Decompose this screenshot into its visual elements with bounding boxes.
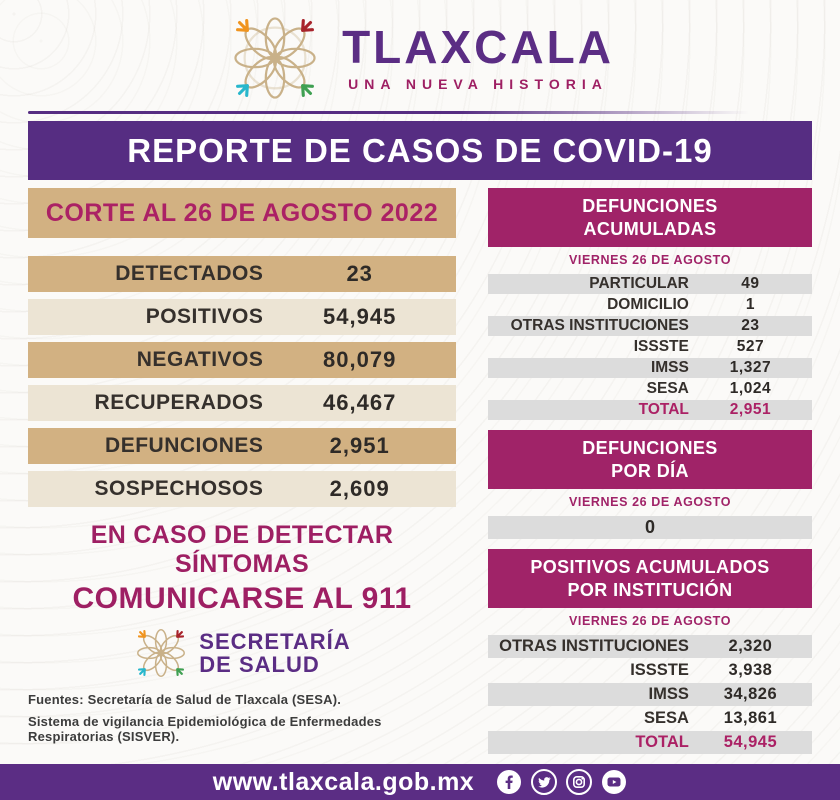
table-row-total <box>488 731 812 754</box>
row-value: 1 <box>745 296 755 314</box>
stat-value: 54,945 <box>323 304 397 330</box>
row-label: IMSS <box>650 359 689 377</box>
table-row <box>488 274 812 294</box>
salud-line2: DE SALUD <box>199 652 320 678</box>
row-label: TOTAL <box>635 733 689 752</box>
facebook-icon[interactable] <box>496 769 522 795</box>
stat-value: 2,951 <box>329 433 390 459</box>
title-banner <box>28 121 812 180</box>
footer-bar <box>0 764 840 800</box>
sources-note <box>28 692 456 744</box>
row-value: 34,826 <box>723 685 778 704</box>
salud-wordmark <box>199 630 350 676</box>
row-label: PARTICULAR <box>589 275 689 293</box>
banner-line1: POSITIVOS ACUMULADOS <box>530 557 770 578</box>
source-line2: Sistema de vigilancia Epidemiológica de Enfermedades Respiratorias (SISVER). <box>28 714 382 745</box>
deaths-daily-banner <box>488 430 812 489</box>
row-label: IMSS <box>648 685 689 704</box>
row-label: TOTAL <box>638 401 689 419</box>
social-links <box>496 769 627 795</box>
deaths-daily-value: 0 <box>488 516 812 539</box>
stat-value: 80,079 <box>323 347 397 373</box>
banner-line1: DEFUNCIONES <box>582 196 718 217</box>
row-label: ISSSTE <box>630 661 689 680</box>
row-label: DOMICILIO <box>607 296 689 314</box>
accent-divider <box>28 111 812 114</box>
row-label: ISSSTE <box>633 338 689 356</box>
row-label: OTRAS INSTITUCIONES <box>499 637 689 656</box>
table-row-total <box>488 400 812 420</box>
stat-label: POSITIVOS <box>145 305 264 329</box>
table-row <box>488 659 812 682</box>
table-row <box>488 379 812 399</box>
positives-date: VIERNES 26 DE AGOSTO <box>568 614 732 629</box>
source-line1: Fuentes: Secretaría de Salud de Tlaxcala (SESA). <box>28 692 342 708</box>
table-row <box>488 635 812 658</box>
row-label: OTRAS INSTITUCIONES <box>510 317 689 335</box>
instagram-icon[interactable] <box>566 769 592 795</box>
health-secretary-logo <box>28 626 456 680</box>
brand-block <box>342 21 614 93</box>
stat-row-defunciones <box>28 428 456 464</box>
main-content <box>0 180 840 764</box>
banner-line1: DEFUNCIONES <box>582 438 718 459</box>
stat-value: 46,467 <box>323 390 397 416</box>
salud-line1: SECRETARÍA <box>199 629 351 655</box>
table-row <box>488 707 812 730</box>
section-deaths-daily <box>488 430 812 539</box>
section-deaths-cumulative <box>488 188 812 420</box>
table-row <box>488 358 812 378</box>
table-row <box>488 295 812 315</box>
row-value: 54,945 <box>723 733 778 752</box>
positives-banner <box>488 549 812 608</box>
advice-line1: EN CASO DE DETECTAR SÍNTOMAS <box>90 521 394 579</box>
row-label: SESA <box>643 709 689 728</box>
deaths-cumulative-banner <box>488 188 812 247</box>
row-value: 1,024 <box>729 380 772 398</box>
stat-label: DEFUNCIONES <box>105 434 264 458</box>
table-row <box>488 337 812 357</box>
deaths-daily-date: VIERNES 26 DE AGOSTO <box>568 495 732 510</box>
banner-line2: POR DÍA <box>611 460 689 481</box>
stat-label: DETECTADOS <box>115 262 264 286</box>
row-value: 13,861 <box>723 709 778 728</box>
row-value: 1,327 <box>729 359 772 377</box>
stat-value: 23 <box>346 261 373 287</box>
summary-column <box>28 188 456 764</box>
cutoff-title: CORTE AL 26 DE AGOSTO 2022 <box>45 198 439 227</box>
salud-flower-icon <box>133 626 189 680</box>
brand-name: TLAXCALA <box>342 21 614 74</box>
deaths-cumulative-date: VIERNES 26 DE AGOSTO <box>568 253 732 268</box>
symptoms-advice <box>28 521 456 616</box>
footer-url[interactable]: www.tlaxcala.gob.mx <box>212 767 475 796</box>
stat-value: 2,609 <box>329 476 390 502</box>
banner-line2: ACUMULADAS <box>583 218 717 239</box>
table-row <box>488 316 812 336</box>
stat-label: NEGATIVOS <box>136 348 264 372</box>
row-value: 23 <box>741 317 760 335</box>
page-title: REPORTE DE CASOS DE COVID-19 <box>127 131 713 169</box>
stat-row-positivos <box>28 299 456 335</box>
stat-row-detectados <box>28 256 456 292</box>
row-value: 2,320 <box>728 637 773 656</box>
stat-row-negativos <box>28 342 456 378</box>
tlaxcala-flower-logo-icon <box>226 12 324 104</box>
row-value: 2,951 <box>729 401 772 419</box>
twitter-icon[interactable] <box>531 769 557 795</box>
stat-label: RECUPERADOS <box>94 391 264 415</box>
header <box>0 0 840 111</box>
row-value: 49 <box>741 275 760 293</box>
youtube-icon[interactable] <box>601 769 627 795</box>
row-label: SESA <box>646 380 689 398</box>
banner-line2: POR INSTITUCIÓN <box>567 579 733 600</box>
stat-row-recuperados <box>28 385 456 421</box>
advice-line2: COMUNICARSE AL 911 <box>72 582 412 616</box>
section-positives-by-institution <box>488 549 812 754</box>
row-value: 3,938 <box>728 661 773 680</box>
brand-tagline: UNA NUEVA HISTORIA <box>348 76 608 93</box>
row-value: 527 <box>736 338 765 356</box>
cutoff-banner <box>28 188 456 238</box>
stat-label: SOSPECHOSOS <box>94 477 264 501</box>
table-row <box>488 683 812 706</box>
stat-row-sospechosos <box>28 471 456 507</box>
detail-column <box>488 188 812 764</box>
